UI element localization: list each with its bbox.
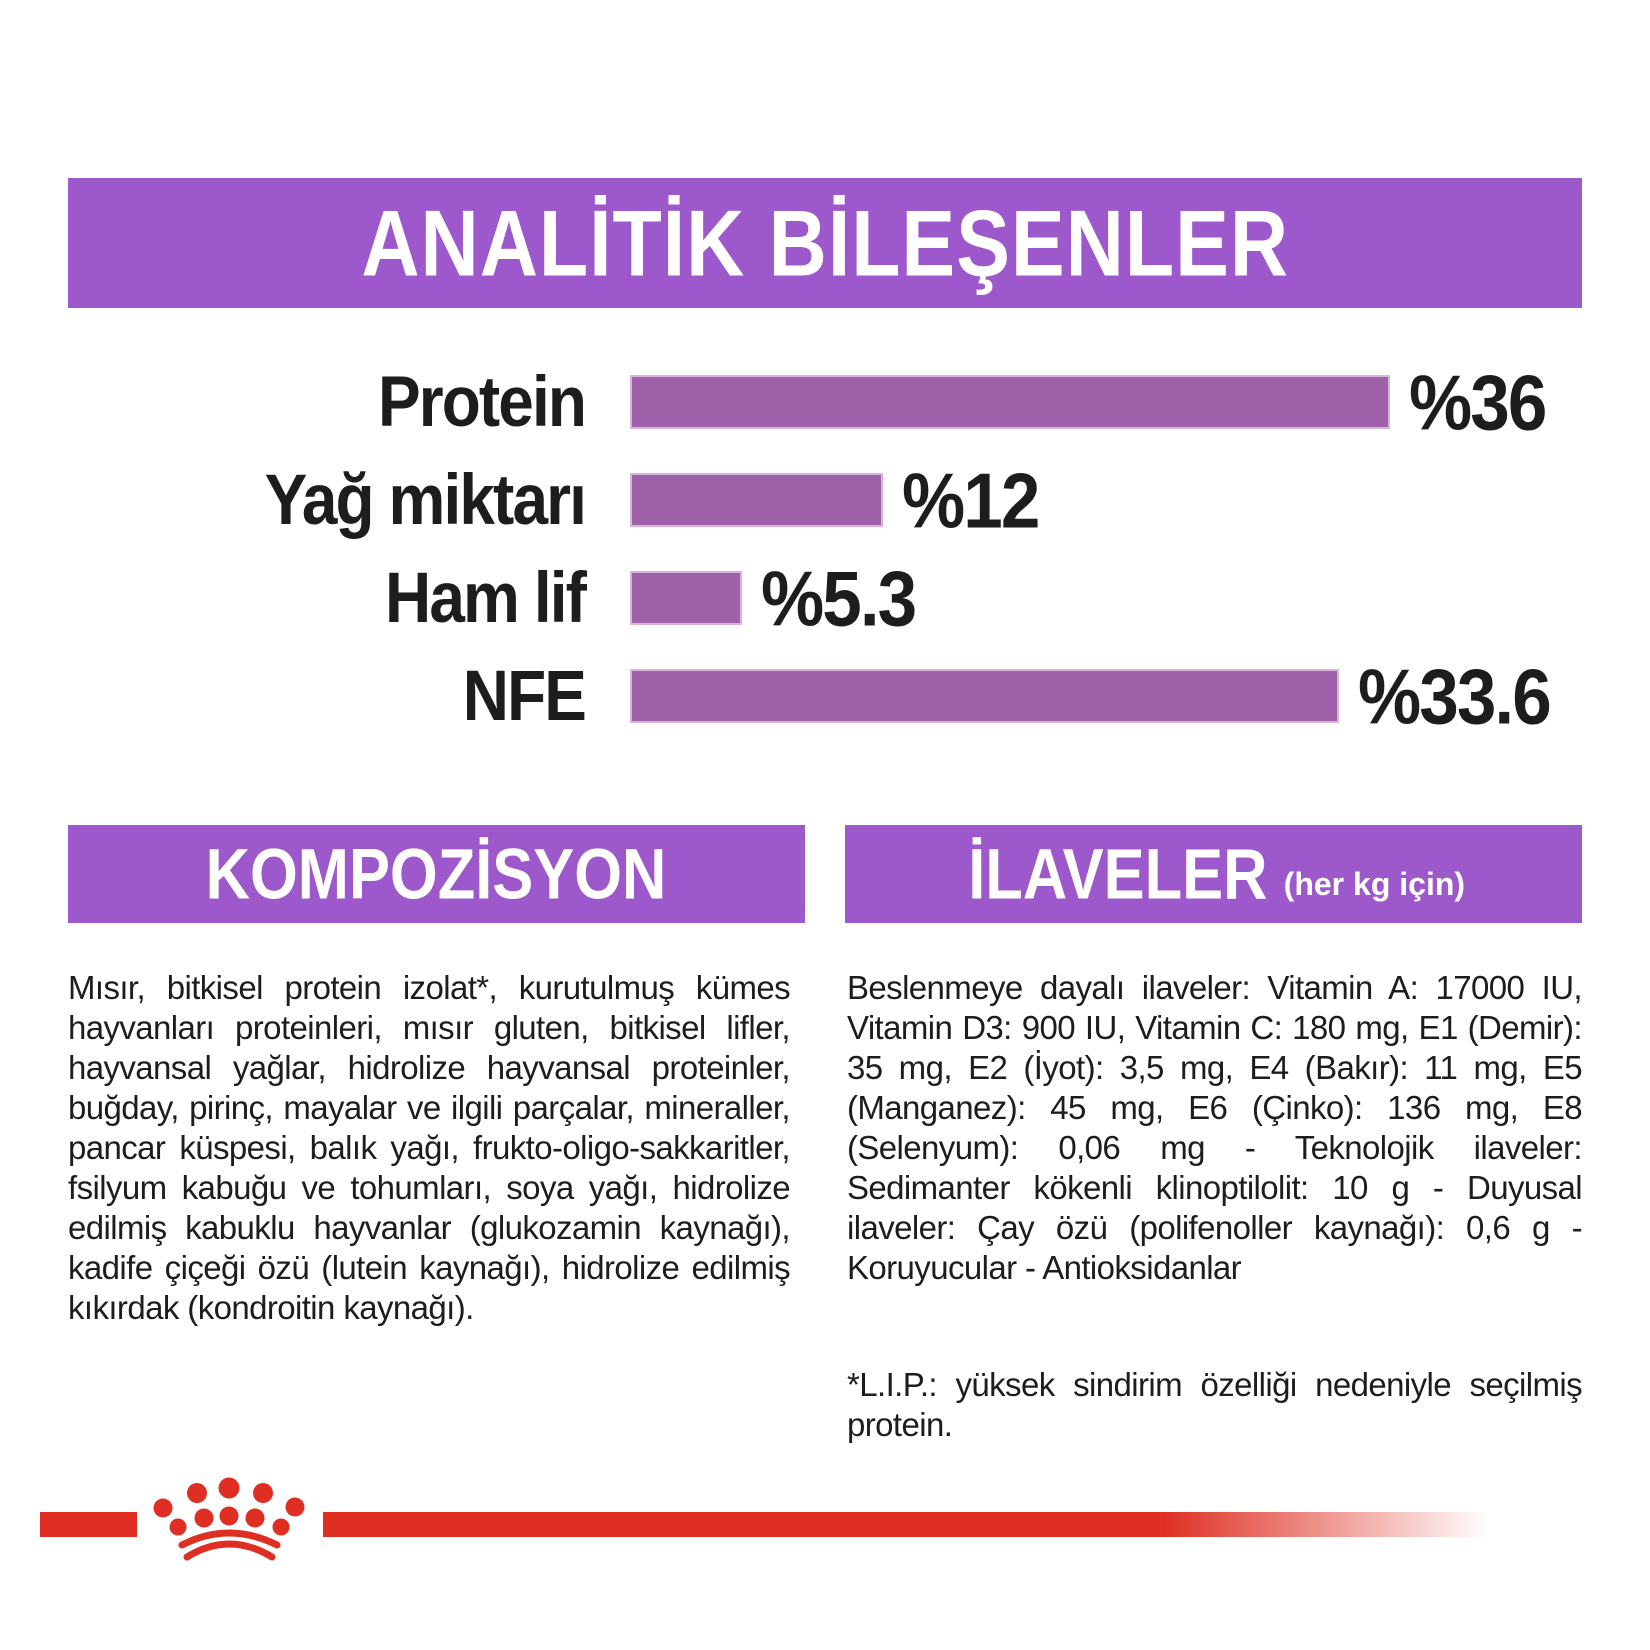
chart-bar (630, 669, 1339, 723)
chart-bar (630, 473, 883, 527)
chart-category-label: Ham lif (385, 558, 585, 638)
lip-footnote: *L.I.P.: yüksek sindirim özelliği nedeniyle seçilmiş protein. (847, 1366, 1582, 1443)
chart-category-label: NFE (462, 656, 585, 736)
additives-banner (845, 825, 1582, 923)
red-rule-right-fading (323, 1512, 1490, 1537)
chart-value-label: %5.3 (761, 554, 916, 642)
additives-title-suffix: (her kg için) (1283, 865, 1466, 902)
chart-value-label: %36 (1409, 358, 1546, 446)
chart-bar (630, 375, 1390, 429)
royal-canin-crown-logo-icon (148, 1473, 320, 1565)
chart-category-label: Yağ miktarı (264, 460, 585, 540)
composition-text: Mısır, bitkisel protein izolat*, kurutulmuş kümes hayvanları proteinleri, mısır gluten, bitkisel lifler, hayvansal yağlar, hidrolize hayvansal proteinler, buğday, pirinç, mayalar ve ilgili parçalar, mineraller, pancar küspesi, balık yağı, frukto-oligo-sakkaritler, fsilyum kabuğu ve tohumları, soya yağı, hidrolize edilmiş kabuklu hayvanlar (glukozamin kaynağı), kadife çiçeği özü (lutein kaynağı), hidrolize edilmiş kıkırdak (kondroitin kaynağı). (68, 969, 790, 1326)
chart-value-label: %12 (902, 456, 1039, 544)
analytic-components-title: ANALİTİK BİLEŞENLER (361, 189, 1289, 296)
composition-banner (68, 825, 805, 923)
analytic-components-banner (68, 178, 1582, 308)
chart-value-label: %33.6 (1358, 652, 1550, 740)
chart-category-label: Protein (377, 362, 585, 442)
red-rule-left (40, 1512, 137, 1537)
additives-title: İLAVELER (968, 833, 1268, 915)
additives-text: Beslenmeye dayalı ilaveler: Vitamin A: 17000 IU, Vitamin D3: 900 IU, Vitamin C: 180 mg, E1 (Demir): 35 mg, E2 (İyot): 3,5 mg, E4 (Bakır): 11 mg, E5 (Manganez): 45 mg, E6 (Çinko): 136 mg, E8 (Selenyum): 0,06 mg - Teknolojik ilaveler: Sedimanter kökenli klinoptilolit: 10 g - Duyusal ilaveler: Çay özü (polifenoller kaynağı): 0,6 g - Koruyucular - Antioksidanlar (847, 969, 1582, 1286)
chart-bar (630, 571, 742, 625)
composition-title: KOMPOZİSYON (206, 833, 667, 915)
